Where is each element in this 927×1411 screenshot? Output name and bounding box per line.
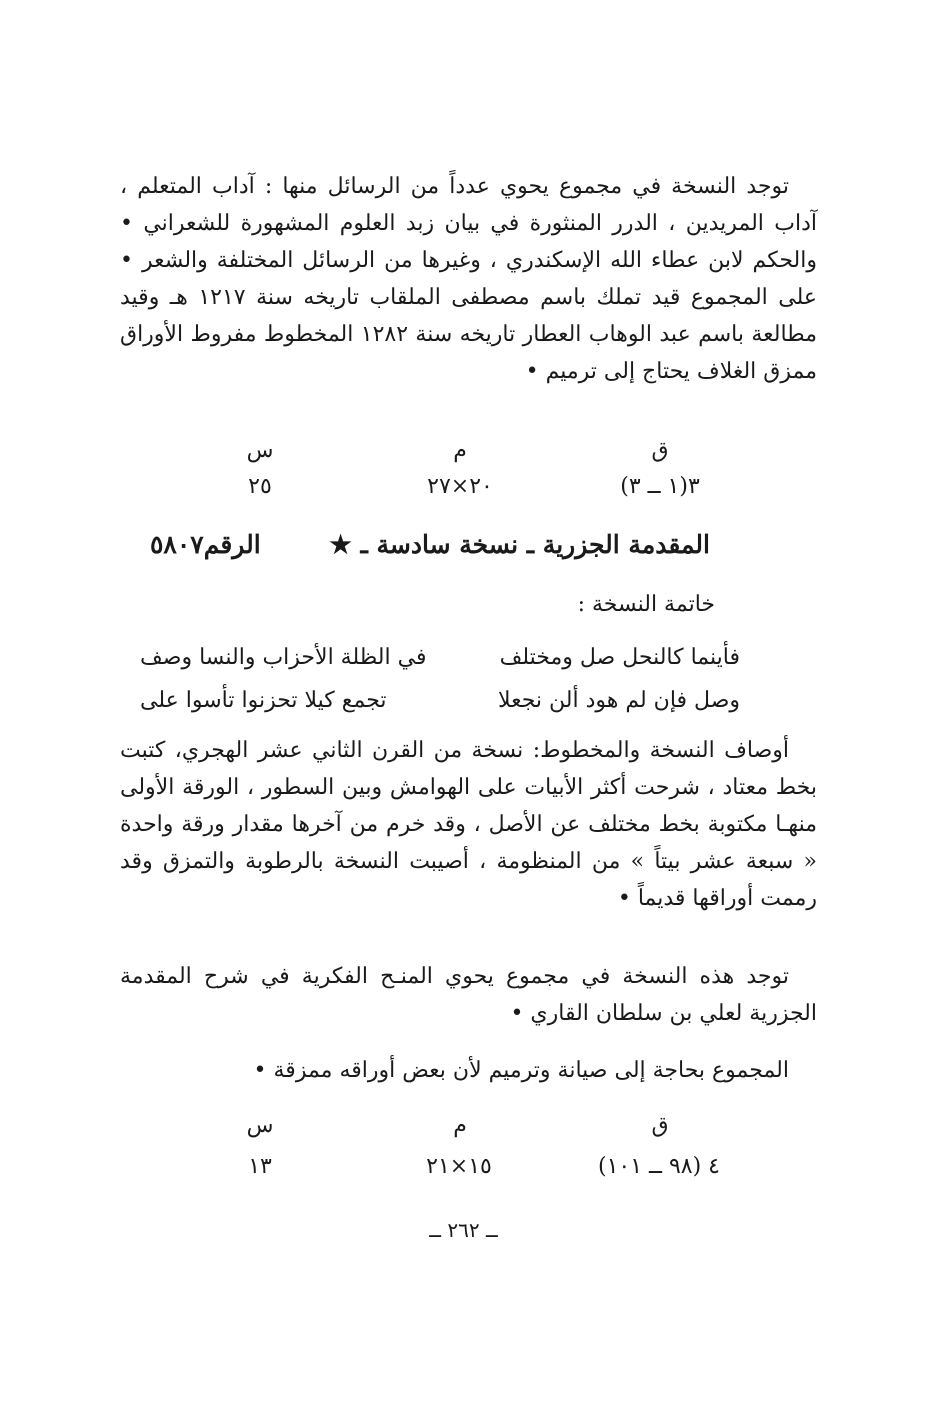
section-heading	[150, 530, 710, 559]
table-2-values	[200, 1154, 720, 1179]
paragraph-copy-description: أوصاف النسخة والمخطوط: نسخة من القرن الثاني عشر الهجري، كتبت بخط معتاد ، شرحت أكثر الأبيات على الهوامش وبين السطور ، الورقة الأولى منهـا مكتوبة بخط مختلف عن الأصل ، وقد خرم من آخرها مقدار ورقة واحدة « سبعة عشر بيتاً » من المنظومة ، أصيبت النسخة بالرطوبة والتمزق وقد رممت أوراقها قديماً •	[120, 738, 817, 911]
value-folios: ٣(١ ــ ٣)	[620, 474, 700, 499]
table-2-headers	[200, 1113, 720, 1138]
verse-2-first-hemistich: وصل فإن لم هود ألن نجعلا	[497, 688, 740, 713]
header-dimensions: م	[453, 1113, 467, 1138]
colophon-label: خاتمة النسخة :	[577, 592, 715, 617]
section-title: المقدمة الجزرية ـ نسخة سادسة ـ ★	[329, 530, 710, 559]
header-folios: ق	[651, 1113, 669, 1138]
header-folios: ق	[651, 438, 669, 463]
value-dimensions: ٢٠×٢٧	[427, 474, 493, 499]
header-lines: س	[246, 438, 274, 463]
verse-1-second-hemistich: في الظلة الأحزاب والنسا وصف	[140, 645, 427, 670]
verse-line-2	[140, 688, 740, 713]
value-lines: ٢٥	[248, 474, 272, 499]
table-1-values	[200, 474, 720, 499]
table-1-headers	[200, 438, 720, 463]
value-lines: ١٣	[248, 1154, 272, 1179]
value-folios: ٤ (٩٨ ــ ١٠١)	[598, 1154, 720, 1179]
header-dimensions: م	[453, 438, 467, 463]
page-number: ــ ٢٦٢ ــ	[429, 1218, 498, 1242]
paragraph-restoration-note: المجموع بحاجة إلى صيانة وترميم لأن بعض أوراقه ممزقة •	[253, 1058, 789, 1083]
header-lines: س	[246, 1113, 274, 1138]
verse-2-second-hemistich: تجمع كيلا تحزنوا تأسوا على	[140, 688, 387, 713]
verse-line-1	[140, 645, 740, 670]
paragraph-manuscript-description: توجد النسخة في مجموع يحوي عدداً من الرسائل منها : آداب المتعلم ، آداب المريدين ، الدرر المنثورة في بيان زبد العلوم المشهورة للشعراني • والحكم لابن عطاء الله الإسكندري ، وغيرها من الرسائل المختلفة والشعر • على المجموع قيد تملك باسم مصطفى الملقاب تاريخه سنة ١٢١٧ هـ وقيد مطالعة باسم عبد الوهاب العطار تاريخه سنة ١٢٨٢ المخطوط مفروط الأوراق ممزق الغلاف يحتاج إلى ترميم •	[120, 174, 818, 384]
value-dimensions: ١٥×٢١	[426, 1154, 492, 1179]
paragraph-collection: توجد هذه النسخة في مجموع يحوي المنـح الفكرية في شرح المقدمة الجزرية لعلي بن سلطان القاري •	[120, 964, 817, 1026]
manuscript-number: الرقم٥٨٠٧	[150, 530, 261, 559]
verse-1-first-hemistich: فأينما كالنحل صل ومختلف	[499, 645, 740, 670]
